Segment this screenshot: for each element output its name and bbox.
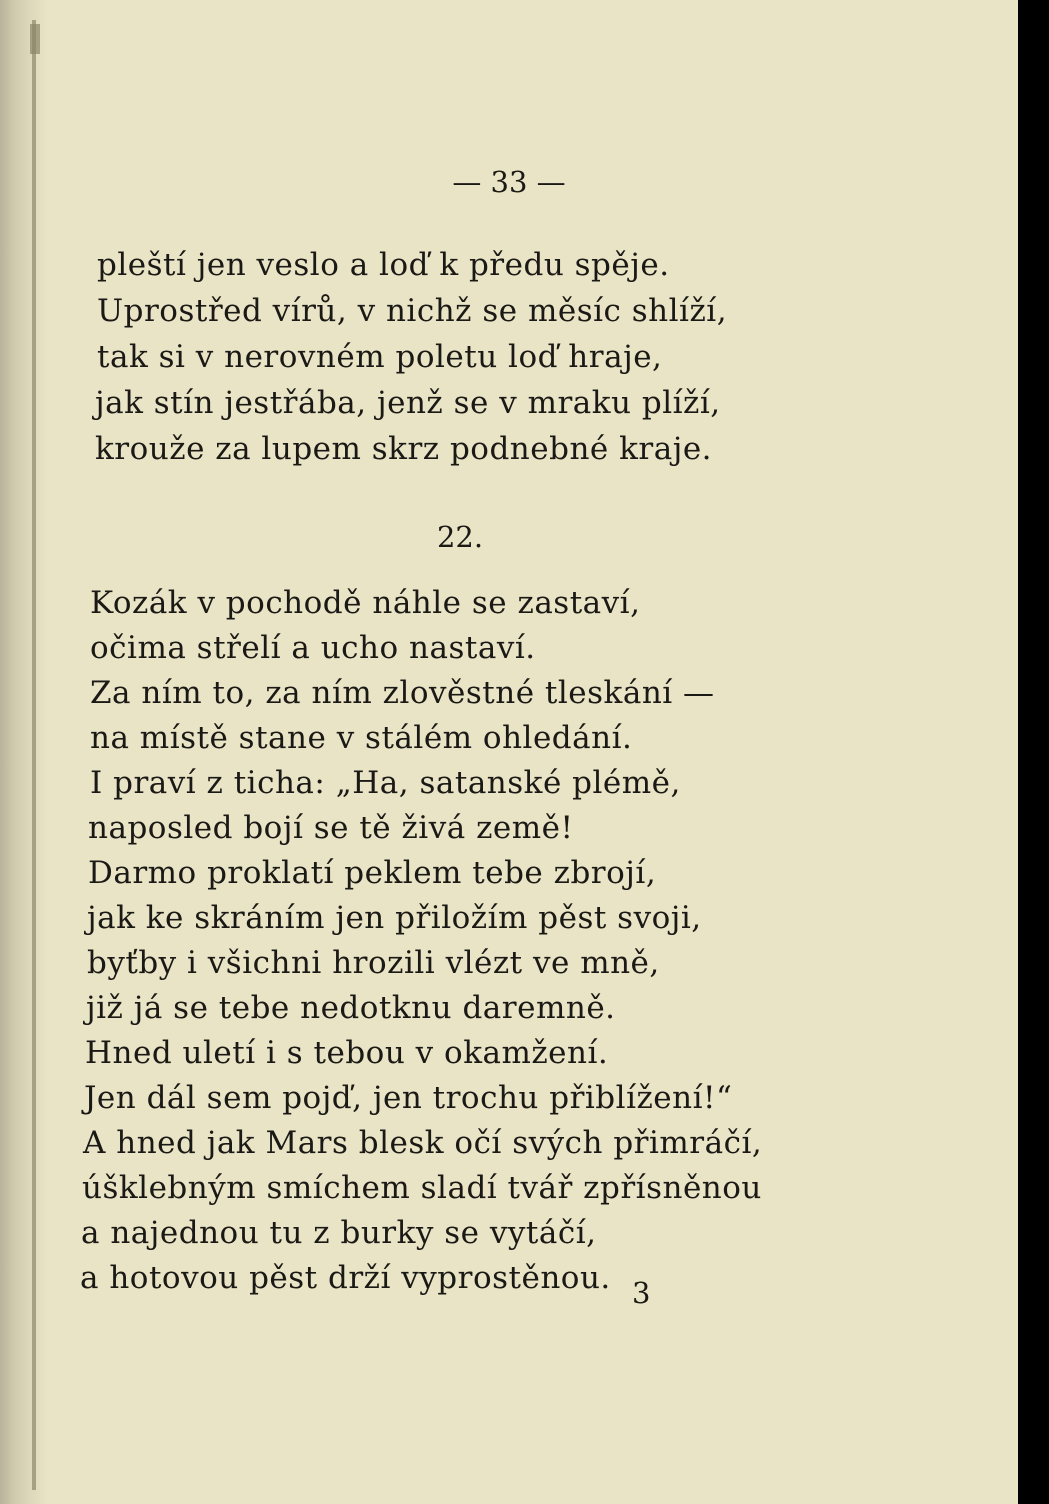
poem-line: jak stín jestřába, jenž se v mraku plíží,	[95, 385, 721, 421]
scan-edge-shadow	[1018, 0, 1049, 1504]
poem-line: krouže za lupem skrz podnebné kraje.	[95, 431, 713, 467]
poem-line: naposled bojí se tě živá země!	[88, 810, 574, 846]
binding-notch	[30, 24, 40, 54]
signature-mark: 3	[632, 1276, 651, 1310]
poem-line: a hotovou pěst drží vyprostěnou.	[80, 1260, 611, 1296]
poem-line: Za ním to, za ním zlověstné tleskání —	[90, 675, 715, 711]
poem-line: již já se tebe nedotknu daremně.	[86, 990, 616, 1026]
page-number-header: — 33 —	[452, 165, 566, 199]
page-binding-edge	[0, 0, 48, 1504]
poem-line: jak ke skráním jen přiložím pěst svoji,	[87, 900, 702, 936]
poem-line: tak si v nerovném poletu loď hraje,	[97, 339, 663, 375]
poem-line: Darmo proklatí peklem tebe zbrojí,	[88, 855, 657, 891]
poem-line: A hned jak Mars blesk očí svých přimráčí,	[83, 1125, 763, 1161]
poem-line: očima střelí a ucho nastaví.	[90, 630, 536, 666]
binding-gutter-line	[32, 20, 36, 1490]
poem-line: Uprostřed vírů, v nichž se měsíc shlíží,	[97, 293, 728, 329]
poem-line: na místě stane v stálém ohledání.	[90, 720, 633, 756]
poem-line: byťby i všichni hrozili vlézt ve mně,	[87, 945, 660, 981]
poem-line: I praví z ticha: „Ha, satanské plémě,	[90, 765, 681, 801]
stanza-number: 22.	[436, 520, 484, 554]
poem-line: a najednou tu z burky se vytáčí,	[81, 1215, 597, 1251]
poem-line: Hned uletí i s tebou v okamžení.	[85, 1035, 609, 1071]
poem-line: Jen dál sem pojď, jen trochu přiblížení!“	[84, 1080, 733, 1116]
poem-line: pleští jen veslo a loď k předu spěje.	[97, 247, 670, 283]
poem-line: úšklebným smíchem sladí tvář zpřísněnou	[82, 1170, 762, 1206]
poem-line: Kozák v pochodě náhle se zastaví,	[90, 585, 641, 621]
